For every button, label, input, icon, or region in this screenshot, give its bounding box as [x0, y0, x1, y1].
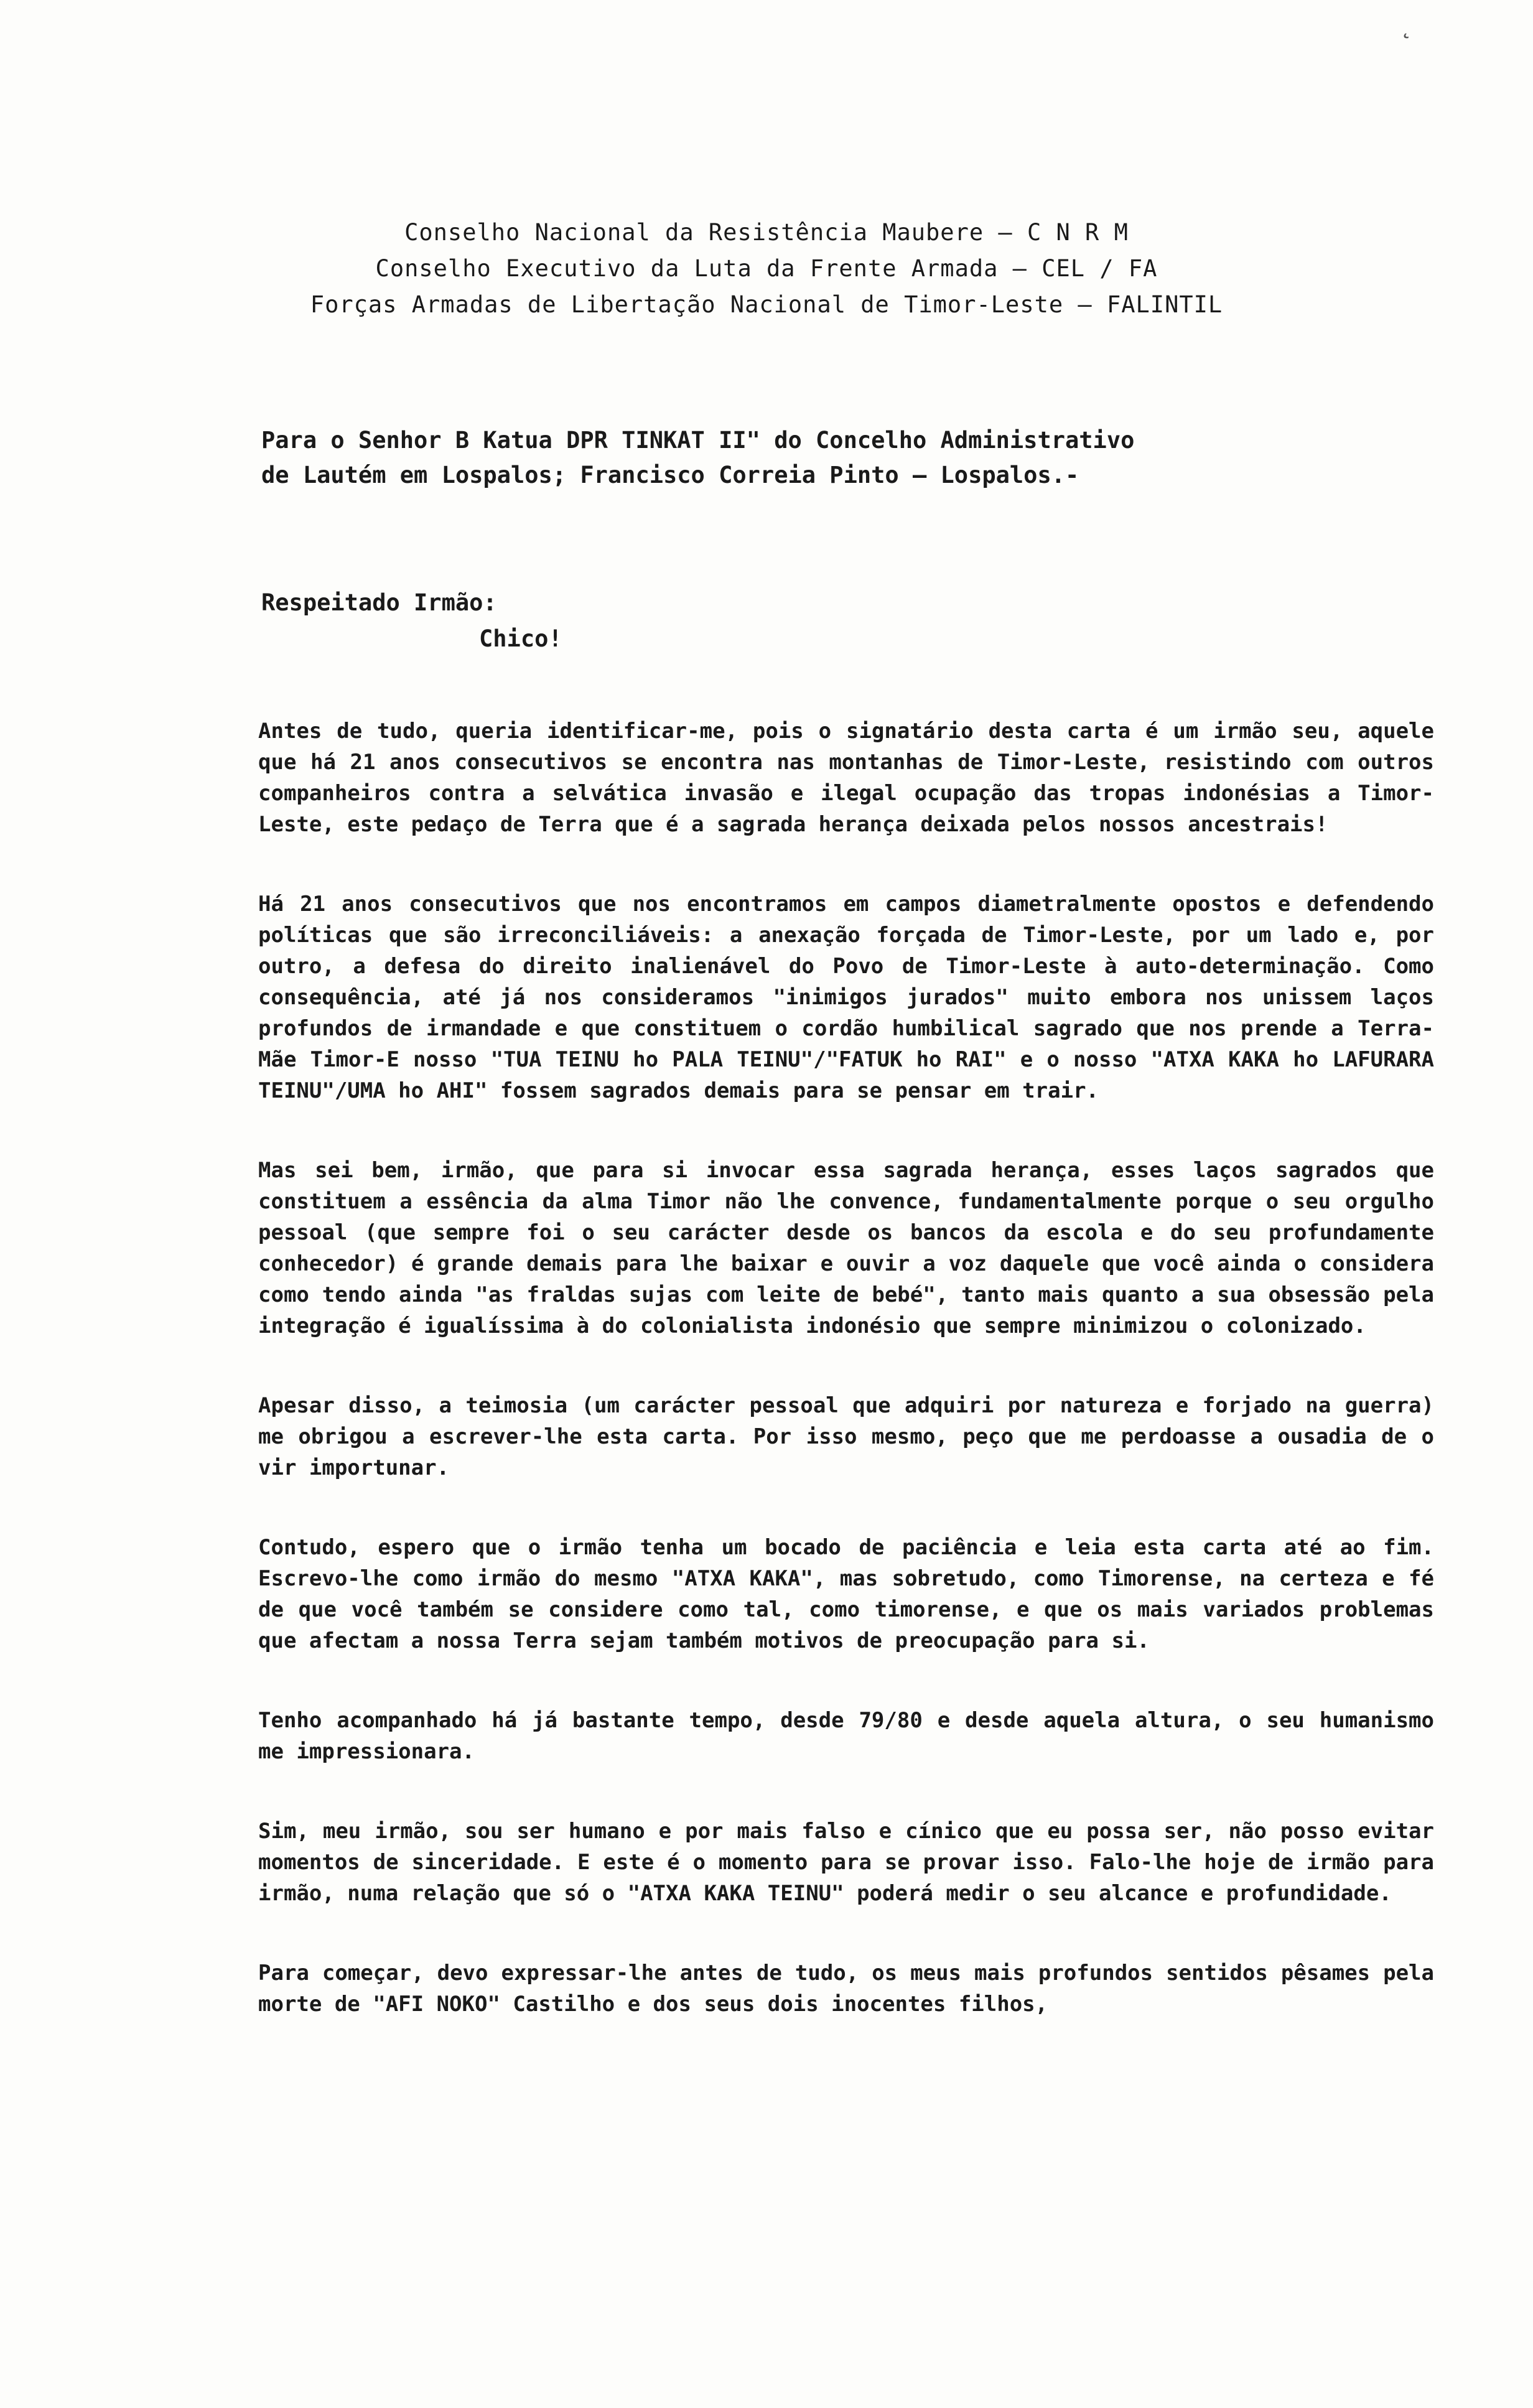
letterhead-line-cel: Conselho Executivo da Luta da Frente Armada – CEL / FA [375, 255, 1158, 282]
paragraph-1: Antes de tudo, queria identificar-me, pois o signatário desta carta é um irmão seu, aquele que há 21 anos consecutivos se encontra nas montanhas de Timor-Leste, resistindo com outros companheiros contra a selvática invasão e ilegal ocupação das tropas indonésias a Timor-Leste, este pedaço de Terra que é a sagrada herança deixada pelos nossos ancestrais! [258, 719, 1434, 837]
letter-body [258, 716, 1434, 2068]
salutation-line-2: Chico! [479, 625, 562, 652]
letterhead-line-falintil: Forças Armadas de Libertação Nacional de Timor-Leste – FALINTIL [310, 291, 1223, 318]
address-line-2: de Lautém em Lospalos; Francisco Correia Pinto – Lospalos.- [261, 462, 1079, 488]
letterhead [0, 215, 1533, 323]
salutation-line-1: Respeitado Irmão: [261, 589, 497, 616]
paragraph-5: Contudo, espero que o irmão tenha um bocado de paciência e leia esta carta até ao fim. Escrevo-lhe como irmão do mesmo "ATXA KAKA", mas sobretudo, como Timorense, na certeza e fé de que você também se considere como tal, como timorense, e que os mais variados problemas que afectam a nossa Terra sejam também motivos de preocupação para si. [258, 1535, 1434, 1653]
recipient-address [261, 423, 1319, 493]
letterhead-line-cnrm: Conselho Nacional da Resistência Maubere – C N R M [404, 219, 1129, 246]
paragraph-8: Para começar, devo expressar-lhe antes de tudo, os meus mais profundos sentidos pêsames pela morte de "AFI NOKO" Castilho e dos seus dois inocentes filhos, [258, 1961, 1434, 2017]
address-line-1: Para o Senhor B Katua DPR TINKAT II" do Concelho Administrativo [261, 427, 1135, 454]
paragraph-3: Mas sei bem, irmão, que para si invocar essa sagrada herança, esses laços sagrados que constituem a essência da alma Timor não lhe convence, fundamentalmente porque o seu orgulho pessoal (que sempre foi o seu carácter desde os bancos da escola e do seu profundamente conhecedor) é grande demais para lhe baixar e ouvir a voz daquele que você ainda o considera como tendo ainda "as fraldas sujas com leite de bebé", tanto mais quanto a sua obsessão pela integração é igualíssima à do colonialista indonésio que sempre minimizou o colonizado. [258, 1158, 1434, 1338]
paragraph-6: Tenho acompanhado há já bastante tempo, desde 79/80 e desde aquela altura, o seu humanismo me impressionara. [258, 1708, 1434, 1764]
paragraph-7: Sim, meu irmão, sou ser humano e por mais falso e cínico que eu possa ser, não posso evitar momentos de sinceridade. E este é o momento para se provar isso. Falo-lhe hoje de irmão para irmão, numa relação que só o "ATXA KAKA TEINU" poderá medir o seu alcance e profundidade. [258, 1819, 1434, 1906]
corner-pen-mark: ˛ [1400, 11, 1412, 40]
paragraph-2: Há 21 anos consecutivos que nos encontramos em campos diametralmente opostos e defendendo políticas que são irreconciliáveis: a anexação forçada de Timor-Leste, por um lado e, por outro, a defesa do direito inalienável do Povo de Timor-Leste à auto-determinação. Como consequência, até já nos consideramos "inimigos jurados" muito embora nos unissem laços profundos de irmandade e que constituem o cordão humbilical sagrado que nos prende a Terra-Mãe Timor-E nosso "TUA TEINU ho PALA TEINU"/"FATUK ho RAI" e o nosso "ATXA KAKA ho LAFURARA TEINU"/UMA ho AHI" fossem sagrados demais para se pensar em trair. [258, 892, 1434, 1103]
salutation [261, 585, 562, 657]
paragraph-4: Apesar disso, a teimosia (um carácter pessoal que adquiri por natureza e forjado na guerra) me obrigou a escrever-lhe esta carta. Por isso mesmo, peço que me perdoasse a ousadia de o vir importunar. [258, 1393, 1434, 1480]
